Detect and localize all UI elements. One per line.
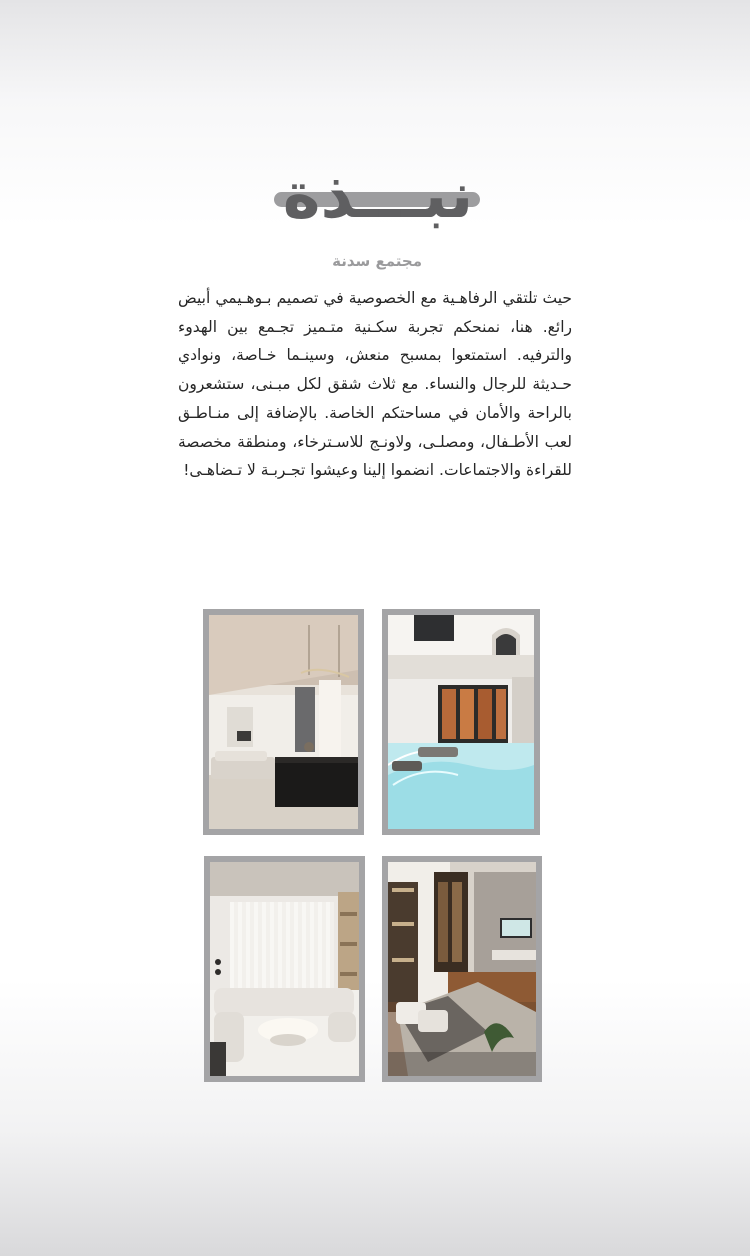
pool-courtyard-photo xyxy=(382,609,540,835)
living-room-photo xyxy=(203,609,364,835)
bedroom-image xyxy=(388,862,536,1076)
lounge-seating-image xyxy=(210,862,359,1076)
page-title: نبـــذة xyxy=(282,159,474,233)
about-paragraph: حيث تلتقي الرفاهـية مع الخصوصية في تصميم بـوهـيمي أبيض رائع. هنا، نمنحكم تجربة سكـنية متـميز تجـمع بين الهدوء والترفيه. استمتعوا بمسبح منعش، وسينـما خـاصة، ونوادي حـديثة للرجال والنساء. مع ثلاث شقق لكل مبـنى، ستشعرون بالراحة والأمان في مساحتكم الخاصة. بالإضافة إلى منـاطـق لعب الأطـفال، ومصلـى، ولاونـج للاسـترخاء، ومنطقة مخصصة للقراءة والاجتماعات. انضموا إلينا وعيشوا تجـربـة لا تـضاهـى! xyxy=(178,289,572,480)
title-block xyxy=(272,150,484,242)
bedroom-photo xyxy=(382,856,542,1082)
living-room-image xyxy=(209,615,358,829)
lounge-seating-photo xyxy=(204,856,365,1082)
pool-courtyard-image xyxy=(388,615,534,829)
page-subtitle: مجتمع سدنة xyxy=(332,252,422,270)
